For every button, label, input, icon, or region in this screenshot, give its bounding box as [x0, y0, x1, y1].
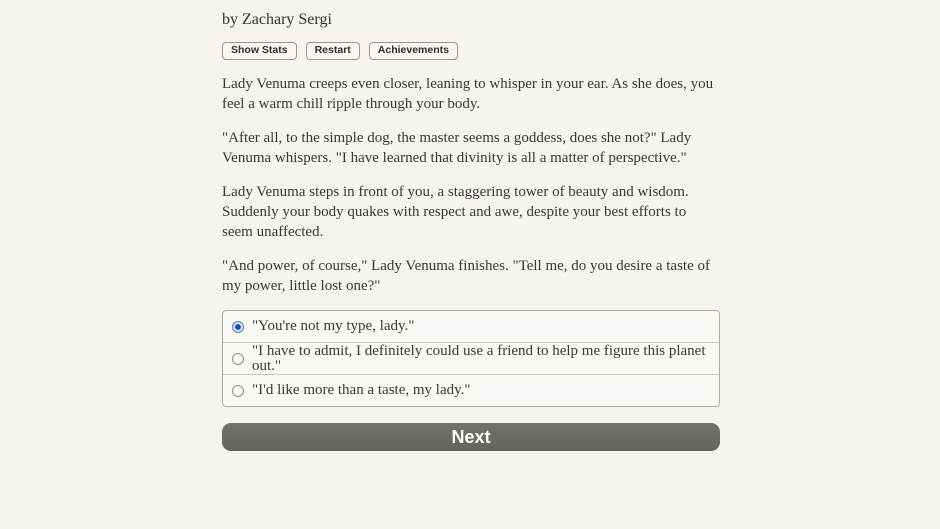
story-paragraph: "And power, of course," Lady Venuma finishes. "Tell me, do you desire a taste of my power, little lost one?"	[222, 258, 710, 294]
choice-list	[222, 310, 720, 407]
choice-option-label: "I have to admit, I definitely could use a friend to help me figure this planet out."	[252, 342, 706, 374]
choice-option-3[interactable]	[223, 374, 719, 406]
story-paragraph: "After all, to the simple dog, the master seems a goddess, does she not?" Lady Venuma whispers. "I have learned that divinity is all a matter of perspective."	[222, 130, 692, 166]
radio-button-icon[interactable]	[232, 385, 244, 397]
story-content	[222, 10, 720, 451]
radio-button-icon[interactable]	[232, 353, 244, 365]
story-paragraph: Lady Venuma steps in front of you, a staggering tower of beauty and wisdom. Suddenly your body quakes with respect and awe, despite your best efforts to seem unaffected.	[222, 184, 689, 240]
choice-option-2[interactable]	[223, 342, 719, 374]
restart-button[interactable]: Restart	[306, 42, 360, 60]
choice-option-1[interactable]	[223, 311, 719, 342]
choice-option-label: "I'd like more than a taste, my lady."	[252, 382, 471, 398]
choice-option-label: "You're not my type, lady."	[252, 318, 415, 334]
author-byline: by Zachary Sergi	[222, 11, 332, 28]
achievements-button[interactable]: Achievements	[369, 42, 458, 60]
next-button[interactable]: Next	[222, 423, 720, 451]
radio-button-icon[interactable]	[232, 321, 244, 333]
story-paragraph: Lady Venuma creeps even closer, leaning to whisper in your ear. As she does, you feel a warm chill ripple through your body.	[222, 76, 714, 112]
show-stats-button[interactable]: Show Stats	[222, 42, 297, 60]
toolbar	[222, 42, 720, 60]
